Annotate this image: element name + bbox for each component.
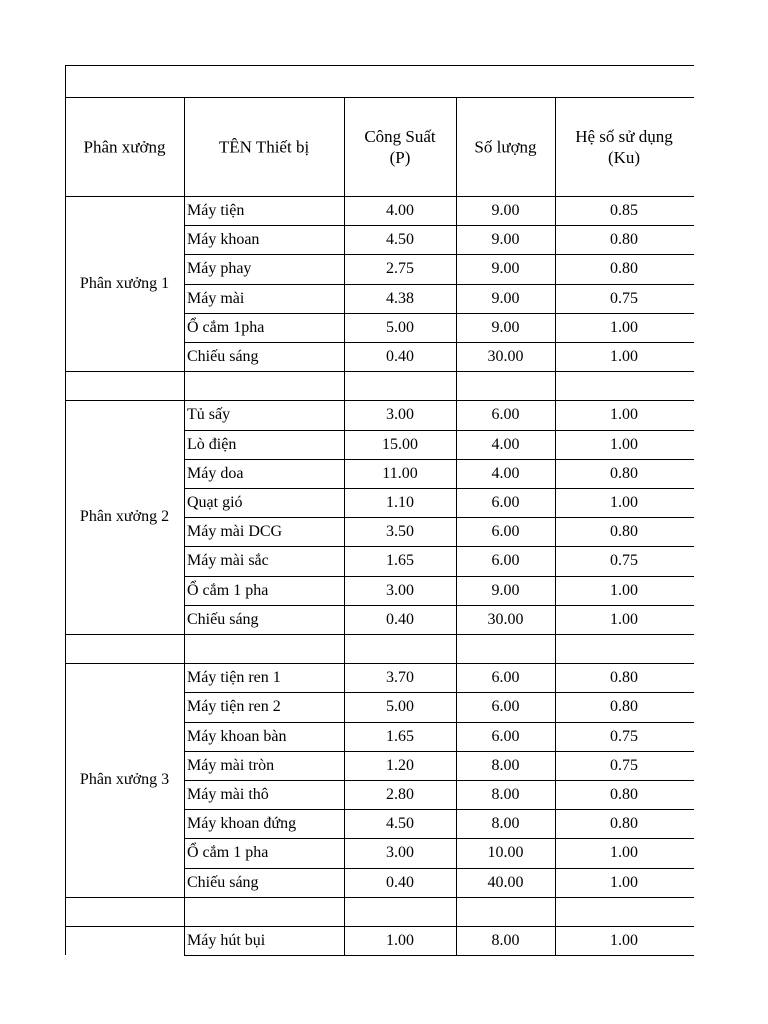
workshop-group-label: Phân xưởng 3 bbox=[79, 771, 170, 788]
quantity-cell: 6.00 bbox=[491, 727, 520, 745]
usage-factor-cell: 0.80 bbox=[610, 786, 638, 803]
device-name-cell: Máy khoan bàn bbox=[187, 727, 287, 745]
row-divider bbox=[184, 225, 694, 226]
power-cell: 2.75 bbox=[386, 260, 414, 278]
usage-factor-cell: 1.00 bbox=[610, 406, 638, 424]
group-divider bbox=[65, 634, 694, 635]
usage-factor-cell: 0.85 bbox=[610, 202, 638, 219]
header-top-border bbox=[65, 97, 694, 98]
power-cell: 1.65 bbox=[386, 727, 414, 745]
power-cell: 2.80 bbox=[386, 786, 414, 803]
device-name-cell: Máy tiện ren 2 bbox=[187, 698, 281, 716]
quantity-cell: 8.00 bbox=[491, 815, 520, 833]
row-divider bbox=[184, 517, 694, 518]
power-cell: 3.00 bbox=[386, 844, 414, 862]
usage-factor-cell: 1.00 bbox=[610, 844, 638, 862]
device-name-cell: Máy khoan bbox=[187, 231, 260, 249]
usage-factor-cell: 0.75 bbox=[610, 727, 638, 745]
device-name-cell: Máy phay bbox=[187, 260, 252, 278]
device-name-cell: Chiếu sáng bbox=[187, 348, 259, 365]
device-name-cell: Máy hút bụi bbox=[187, 932, 266, 949]
quantity-cell: 6.00 bbox=[491, 494, 520, 511]
usage-factor-cell: 0.80 bbox=[610, 464, 638, 482]
group-divider bbox=[65, 897, 694, 898]
usage-factor-cell: 0.80 bbox=[610, 815, 638, 833]
header-device-name: TÊN Thiết bị bbox=[218, 137, 310, 156]
workshop-group-label: Phân xưởng 1 bbox=[79, 274, 170, 292]
usage-factor-cell: 0.80 bbox=[610, 698, 638, 716]
row-divider bbox=[184, 576, 694, 577]
usage-factor-cell: 1.00 bbox=[610, 610, 638, 628]
quantity-cell: 6.00 bbox=[491, 698, 520, 716]
row-divider bbox=[184, 780, 694, 781]
spacer-row-divider bbox=[65, 926, 694, 927]
quantity-cell: 6.00 bbox=[491, 523, 520, 541]
quantity-cell: 9.00 bbox=[491, 260, 520, 278]
power-cell: 3.70 bbox=[386, 669, 414, 687]
device-name-cell: Máy mài thô bbox=[187, 786, 269, 803]
header-quantity: Số lượng bbox=[474, 137, 537, 156]
quantity-cell: 30.00 bbox=[487, 610, 524, 628]
device-name-cell: Máy tiện ren 1 bbox=[187, 669, 281, 687]
power-cell: 1.00 bbox=[386, 932, 414, 949]
power-cell: 3.50 bbox=[386, 523, 414, 541]
header-power bbox=[364, 126, 435, 168]
device-name-cell: Lò điện bbox=[187, 435, 237, 453]
usage-factor-cell: 1.00 bbox=[610, 494, 638, 511]
device-name-cell: Máy mài DCG bbox=[187, 523, 283, 541]
usage-factor-cell: 0.75 bbox=[610, 552, 638, 570]
power-cell: 5.00 bbox=[386, 318, 414, 336]
usage-factor-cell: 1.00 bbox=[610, 873, 638, 891]
usage-factor-cell: 0.80 bbox=[610, 231, 638, 249]
usage-factor-cell: 1.00 bbox=[610, 348, 638, 365]
usage-factor-cell: 0.75 bbox=[610, 756, 638, 774]
row-divider bbox=[184, 254, 694, 255]
power-cell: 4.00 bbox=[386, 202, 414, 219]
quantity-cell: 6.00 bbox=[491, 406, 520, 424]
power-cell: 1.20 bbox=[386, 756, 414, 774]
quantity-cell: 6.00 bbox=[491, 552, 520, 570]
quantity-cell: 4.00 bbox=[491, 464, 520, 482]
quantity-cell: 8.00 bbox=[491, 932, 520, 949]
device-name-cell: Máy mài tròn bbox=[187, 756, 275, 774]
table-left-border bbox=[65, 65, 66, 955]
power-cell: 3.00 bbox=[386, 581, 414, 599]
quantity-cell: 9.00 bbox=[491, 202, 520, 219]
device-name-cell: Chiếu sáng bbox=[187, 873, 259, 891]
row-divider bbox=[184, 692, 694, 693]
usage-factor-cell: 1.00 bbox=[610, 318, 638, 336]
power-cell: 11.00 bbox=[382, 464, 418, 482]
quantity-cell: 8.00 bbox=[491, 756, 520, 774]
usage-factor-cell: 0.80 bbox=[610, 523, 638, 541]
quantity-cell: 9.00 bbox=[491, 581, 520, 599]
power-cell: 15.00 bbox=[382, 435, 418, 453]
row-divider bbox=[184, 546, 694, 547]
usage-factor-cell: 1.00 bbox=[610, 435, 638, 453]
power-cell: 4.38 bbox=[386, 289, 414, 307]
row-divider bbox=[184, 284, 694, 285]
quantity-cell: 10.00 bbox=[487, 844, 524, 862]
header-power-line1: Công Suất bbox=[364, 126, 436, 146]
power-cell: 1.65 bbox=[386, 552, 414, 570]
device-name-cell: Ổ cắm 1pha bbox=[187, 318, 265, 336]
spacer-row-divider bbox=[65, 400, 694, 401]
row-divider bbox=[184, 955, 694, 956]
header-usage-factor bbox=[575, 126, 673, 168]
power-cell: 0.40 bbox=[386, 873, 414, 891]
power-cell: 0.40 bbox=[386, 348, 414, 365]
quantity-cell: 9.00 bbox=[491, 289, 520, 307]
table-top-border bbox=[65, 65, 694, 66]
device-name-cell: Ổ cắm 1 pha bbox=[187, 581, 269, 599]
workshop-group-label: Phân xưởng 2 bbox=[79, 508, 170, 526]
row-divider bbox=[184, 488, 694, 489]
row-divider bbox=[184, 605, 694, 606]
row-divider bbox=[184, 868, 694, 869]
quantity-cell: 8.00 bbox=[491, 786, 520, 803]
row-divider bbox=[184, 722, 694, 723]
row-divider bbox=[184, 342, 694, 343]
quantity-cell: 40.00 bbox=[487, 873, 524, 891]
power-cell: 1.10 bbox=[386, 494, 414, 511]
power-cell: 3.00 bbox=[386, 406, 414, 424]
power-cell: 4.50 bbox=[386, 815, 414, 833]
quantity-cell: 4.00 bbox=[491, 435, 520, 453]
row-divider bbox=[184, 809, 694, 810]
power-cell: 5.00 bbox=[386, 698, 414, 716]
power-cell: 4.50 bbox=[386, 231, 414, 249]
group-divider bbox=[65, 371, 694, 372]
power-cell: 0.40 bbox=[386, 610, 414, 628]
usage-factor-cell: 1.00 bbox=[610, 932, 638, 949]
header-usage-factor-line1: Hệ số sử dụng bbox=[575, 126, 673, 146]
quantity-cell: 9.00 bbox=[491, 318, 520, 336]
device-name-cell: Máy khoan đứng bbox=[187, 815, 297, 833]
device-name-cell: Máy doa bbox=[187, 464, 244, 482]
row-divider bbox=[184, 313, 694, 314]
spacer-row-divider bbox=[65, 663, 694, 664]
device-name-cell: Ổ cắm 1 pha bbox=[187, 844, 269, 862]
device-name-cell: Máy mài bbox=[187, 289, 245, 307]
quantity-cell: 30.00 bbox=[487, 348, 524, 365]
header-usage-factor-line2: (Ku) bbox=[607, 147, 641, 167]
row-divider bbox=[184, 751, 694, 752]
device-name-cell: Máy tiện bbox=[187, 202, 245, 219]
device-name-cell: Tủ sấy bbox=[187, 406, 231, 424]
usage-factor-cell: 0.75 bbox=[610, 289, 638, 307]
row-divider bbox=[184, 459, 694, 460]
row-divider bbox=[184, 838, 694, 839]
header-workshop: Phân xưởng bbox=[83, 137, 166, 156]
device-name-cell: Quạt gió bbox=[187, 494, 243, 511]
quantity-cell: 9.00 bbox=[491, 231, 520, 249]
usage-factor-cell: 1.00 bbox=[610, 581, 638, 599]
row-divider bbox=[184, 430, 694, 431]
quantity-cell: 6.00 bbox=[491, 669, 520, 687]
header-bottom-border bbox=[65, 196, 694, 197]
usage-factor-cell: 0.80 bbox=[610, 260, 638, 278]
device-name-cell: Chiếu sáng bbox=[187, 610, 259, 628]
usage-factor-cell: 0.80 bbox=[610, 669, 638, 687]
header-power-line2: (P) bbox=[389, 147, 411, 167]
device-name-cell: Máy mài sắc bbox=[187, 552, 269, 570]
